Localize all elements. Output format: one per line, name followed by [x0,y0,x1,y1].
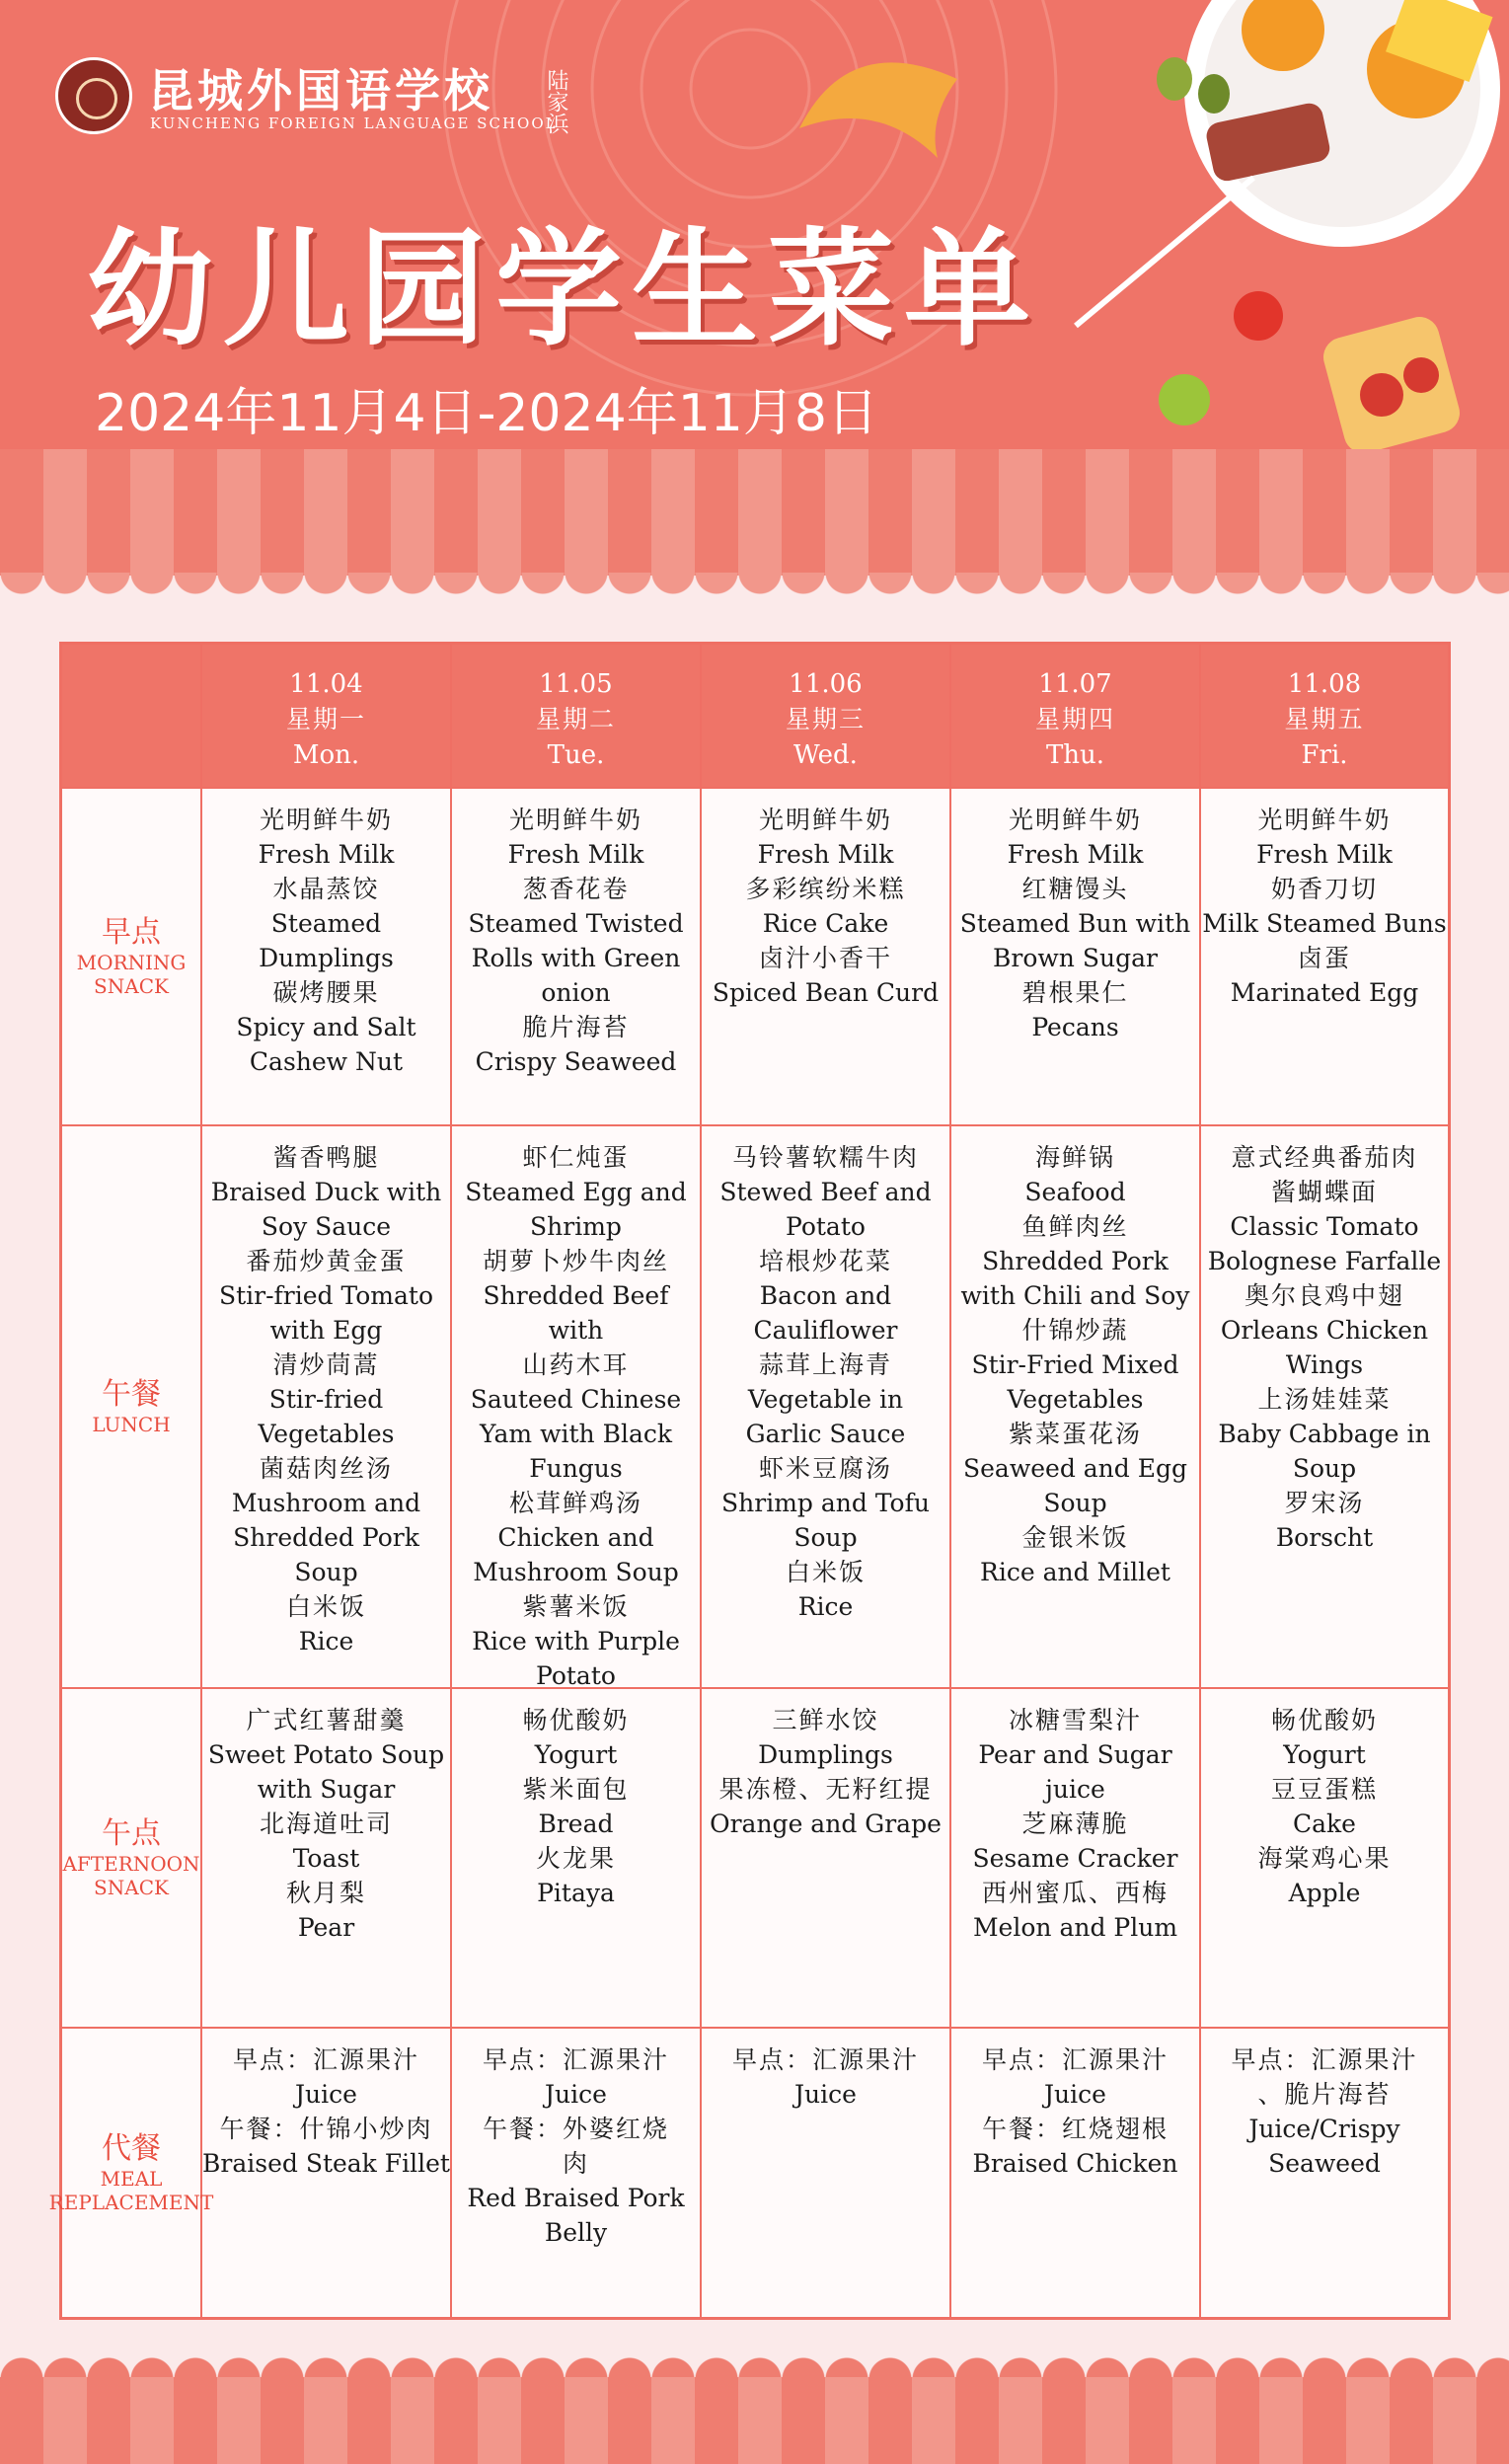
meal-label-cn: 午餐 [102,1377,161,1412]
menu-item: Braised Duck with [210,1178,442,1206]
meal-label [62,1689,202,2029]
menu-item: Fresh Milk [757,840,894,869]
menu-item: Stir-fried Tomato [218,1281,433,1310]
menu-item: Dumplings [259,944,394,972]
menu-item: Steamed Bun with [959,909,1191,938]
menu-item: 紫薯米饭 [522,1592,630,1621]
menu-item: Crispy Seaweed [475,1047,677,1076]
stripe-band [0,449,1509,576]
menu-item: Steamed [270,909,382,938]
menu-cell [1201,1126,1448,1689]
menu-item: Rice [298,1627,354,1656]
menu-item: Fresh Milk [1256,840,1393,869]
menu-item: 马铃薯软糯牛肉 [731,1143,919,1172]
day-date: 11.05 [539,669,613,699]
menu-cell [202,1126,452,1689]
day-en: Fri. [1301,740,1348,770]
page-title: 幼儿园学生菜单 [87,216,1041,363]
day-header [1201,645,1448,789]
menu-item: Fresh Milk [258,840,395,869]
scallop-edge [0,573,1509,596]
meal-label-en: LUNCH [92,1413,171,1436]
menu-item: 午餐：外婆红烧 [482,2115,669,2143]
day-date: 11.06 [789,669,863,699]
menu-item: with Sugar [257,1775,396,1804]
day-date: 11.04 [289,669,363,699]
menu-item: Apple [1288,1879,1361,1907]
menu-item: Stewed Beef and [719,1178,932,1206]
menu-item: 紫米面包 [522,1775,630,1804]
menu-item: 金银米饭 [1021,1523,1129,1552]
menu-item: Rice Cake [762,909,889,938]
menu-item: Rice and Millet [980,1558,1170,1586]
menu-item: 、脆片海苔 [1257,2080,1392,2109]
school-name-en: KUNCHENG FOREIGN LANGUAGE SCHOOL [150,115,558,132]
menu-item: Sesame Cracker [972,1844,1178,1873]
menu-item: 罗宋汤 [1284,1489,1365,1517]
menu-item: Braised Steak Fillet [202,2149,450,2178]
school-seal: 陆家浜 [544,69,568,134]
menu-item: with [548,1316,604,1345]
menu-item: Juice [1044,2080,1106,2109]
menu-cell [452,2029,702,2317]
menu-cell [452,1689,702,2029]
menu-item: 松茸鲜鸡汤 [508,1489,642,1517]
menu-item: 碳烤腰果 [272,978,380,1007]
menu-item: Bacon and [759,1281,892,1310]
bottom-scallop-edge [0,2355,1509,2379]
menu-item: Wings [1285,1350,1364,1379]
day-header [702,645,951,789]
menu-item: 午餐：什锦小炒肉 [219,2115,433,2143]
menu-item: Milk Steamed Buns [1202,909,1447,938]
menu-item: 广式红薯甜羹 [246,1706,407,1734]
menu-item: 畅优酸奶 [1270,1706,1378,1734]
day-date: 11.08 [1287,669,1362,699]
meal-label-en: SNACK [94,1876,169,1899]
menu-item: Fresh Milk [1007,840,1144,869]
menu-item: onion [541,978,611,1007]
menu-item: with Chili and Soy [960,1281,1190,1310]
menu-item: Juice/Crispy [1248,2115,1400,2143]
school-name-cn: 昆城外国语学校 [148,64,493,117]
menu-item: 奶香刀切 [1270,875,1378,903]
menu-cell [1201,2029,1448,2317]
menu-item: 虾米豆腐汤 [758,1454,892,1483]
menu-item: Baby Cabbage in [1218,1420,1431,1448]
meal-label [62,789,202,1126]
meal-label-cn: 代餐 [102,2131,161,2166]
menu-item: Soup [1292,1454,1357,1483]
menu-cell [202,1689,452,2029]
menu-cell [1201,1689,1448,2029]
menu-item: Spiced Bean Curd [712,978,940,1007]
menu-cell [202,2029,452,2317]
menu-cell [1201,789,1448,1126]
menu-item: Shrimp and Tofu [721,1489,930,1517]
menu-item: juice [1045,1775,1105,1804]
menu-item: Vegetables [1007,1385,1144,1414]
menu-item: 葱香花卷 [522,875,630,903]
menu-item: Mushroom Soup [473,1558,679,1586]
menu-item: Juice [794,2080,857,2109]
day-header [452,645,702,789]
menu-item: with Egg [269,1316,383,1345]
menu-item: 什锦炒蔬 [1021,1316,1129,1345]
menu-item: 胡萝卜炒牛肉丝 [482,1247,669,1275]
meal-label-en: MORNING [76,951,187,974]
meal-label-en: MEAL [100,2167,163,2191]
menu-item: 意式经典番茄肉 [1231,1143,1418,1172]
menu-cell [702,2029,951,2317]
menu-cell [951,2029,1201,2317]
menu-item: Bolognese Farfalle [1207,1247,1442,1275]
menu-item: Orleans Chicken [1220,1316,1429,1345]
menu-item: 早点：汇源果汁 [232,2045,419,2074]
menu-item: Yam with Black [479,1420,673,1448]
menu-item: 秋月梨 [285,1879,366,1907]
header-corner [62,645,202,789]
date-range: 2024年11月4日-2024年11月8日 [95,384,878,443]
menu-item: Garlic Sauce [745,1420,906,1448]
day-en: Wed. [793,740,858,770]
menu-item: 冰糖雪梨汁 [1008,1706,1142,1734]
menu-item: Chicken and [497,1523,654,1552]
menu-cell [702,1689,951,2029]
menu-item: 红糖馒头 [1021,875,1129,903]
menu-item: 紫菜蛋花汤 [1008,1420,1142,1448]
menu-item: Yogurt [1283,1740,1366,1769]
menu-item: Steamed Egg and [465,1178,687,1206]
menu-item: 早点：汇源果汁 [1231,2045,1418,2074]
menu-item: Vegetable in [747,1385,904,1414]
meal-label-en: REPLACEMENT [48,2191,214,2214]
menu-item: Potato [786,1212,866,1241]
menu-cell [452,1126,702,1689]
menu-cell [452,789,702,1126]
menu-item: 果冻橙、无籽红提 [718,1775,933,1804]
menu-item: Classic Tomato [1230,1212,1419,1241]
food-illustration-icon [1046,0,1509,454]
menu-item: Soup [793,1523,858,1552]
menu-item: 芝麻薄脆 [1021,1810,1129,1838]
menu-table [48,642,1451,2320]
menu-item: Vegetables [258,1420,395,1448]
menu-item: Cauliflower [753,1316,898,1345]
menu-item: 北海道吐司 [259,1810,393,1838]
menu-item: Bread [538,1810,614,1838]
menu-item: 豆豆蛋糕 [1270,1775,1378,1804]
menu-item: 培根炒花菜 [758,1247,892,1275]
school-logo-icon [55,57,132,134]
menu-item: Soup [294,1558,358,1586]
menu-item: 水晶蒸饺 [272,875,380,903]
menu-item: Pear and Sugar [978,1740,1172,1769]
menu-item: Cake [1293,1810,1356,1838]
menu-item: Cashew Nut [249,1047,404,1076]
menu-item: 光明鲜牛奶 [1008,806,1142,834]
menu-item: 脆片海苔 [522,1013,630,1041]
menu-item: Stir-fried [268,1385,384,1414]
menu-item: 早点：汇源果汁 [482,2045,669,2074]
meal-label-cn: 早点 [102,915,161,950]
menu-item: 虾仁炖蛋 [522,1143,630,1172]
menu-item: Toast [292,1844,360,1873]
menu-item: 西州蜜瓜、西梅 [981,1879,1169,1907]
menu-item: 光明鲜牛奶 [758,806,892,834]
menu-item: 肉 [562,2149,589,2178]
menu-item: Marinated Egg [1230,978,1419,1007]
menu-item: 上汤娃娃菜 [1257,1385,1392,1414]
menu-item: Pitaya [537,1879,615,1907]
menu-item: Juice [295,2080,357,2109]
menu-item: Orange and Grape [710,1810,942,1838]
menu-item: 碧根果仁 [1021,978,1129,1007]
day-cn: 星期三 [785,705,866,733]
menu-item: 菌菇肉丝汤 [259,1454,393,1483]
menu-item: 山药木耳 [522,1350,630,1379]
menu-item: 白米饭 [785,1558,866,1586]
bottom-stripe-band [0,2377,1509,2464]
menu-item: 卤汁小香干 [758,944,892,972]
menu-item: Spicy and Salt [236,1013,416,1041]
menu-item: 蒜茸上海青 [758,1350,892,1379]
menu-item: 番茄炒黄金蛋 [246,1247,407,1275]
menu-item: Sweet Potato Soup [207,1740,445,1769]
meal-label-en: SNACK [94,974,169,998]
menu-item: Pecans [1031,1013,1119,1041]
menu-item: Fungus [529,1454,623,1483]
menu-item: 清炒茼蒿 [272,1350,380,1379]
menu-item: 卤蛋 [1297,944,1351,972]
menu-item: Soup [1043,1489,1107,1517]
day-en: Thu. [1045,740,1105,770]
menu-item: 光明鲜牛奶 [508,806,642,834]
menu-item: Shrimp [530,1212,622,1241]
menu-item: Borscht [1275,1523,1374,1552]
day-cn: 星期五 [1284,705,1365,733]
menu-item: Braised Chicken [972,2149,1178,2178]
menu-cell [702,1126,951,1689]
menu-item: Steamed Twisted [468,909,684,938]
menu-item: Rice [797,1592,854,1621]
menu-item: 光明鲜牛奶 [259,806,393,834]
meal-label-cn: 午点 [102,1816,161,1851]
day-en: Tue. [547,740,605,770]
menu-item: Belly [544,2218,608,2247]
day-date: 11.07 [1038,669,1112,699]
menu-item: Melon and Plum [972,1913,1178,1942]
menu-item: Dumplings [758,1740,893,1769]
day-cn: 星期一 [285,705,366,733]
menu-item: Rolls with Green [471,944,681,972]
menu-item: Juice [545,2080,607,2109]
menu-item: Sauteed Chinese [470,1385,682,1414]
menu-item: Fresh Milk [507,840,644,869]
day-en: Mon. [292,740,360,770]
menu-item: Potato [536,1661,616,1690]
menu-item: Rice with Purple [472,1627,680,1656]
menu-item: 奥尔良鸡中翅 [1244,1281,1404,1310]
menu-item: Red Braised Pork [467,2184,685,2212]
menu-item: 光明鲜牛奶 [1257,806,1392,834]
day-cn: 星期四 [1034,705,1115,733]
menu-cell [951,789,1201,1126]
menu-item: 鱼鲜肉丝 [1021,1212,1129,1241]
menu-item: Stir-Fried Mixed [971,1350,1179,1379]
menu-cell [702,789,951,1126]
meal-label-en: AFTERNOON [62,1852,200,1876]
menu-item: Pear [297,1913,355,1942]
menu-cell [951,1689,1201,2029]
menu-item: 海棠鸡心果 [1257,1844,1392,1873]
day-header [202,645,452,789]
menu-item: 三鲜水饺 [772,1706,879,1734]
menu-item: 畅优酸奶 [522,1706,630,1734]
menu-item: Soy Sauce [261,1212,392,1241]
day-header [951,645,1201,789]
menu-item: 早点：汇源果汁 [981,2045,1169,2074]
menu-item: 午餐：红烧翅根 [981,2115,1169,2143]
menu-item: 酱蝴蝶面 [1270,1178,1378,1206]
menu-item: 早点：汇源果汁 [731,2045,919,2074]
header-banner [0,0,1509,454]
meal-label [48,2029,214,2317]
menu-item: 火龙果 [535,1844,616,1873]
meal-label [62,1126,202,1689]
menu-item: Brown Sugar [993,944,1158,972]
menu-item: Shredded Pork [233,1523,419,1552]
menu-item: 多彩缤纷米糕 [745,875,906,903]
day-cn: 星期二 [535,705,616,733]
menu-cell [202,789,452,1126]
menu-item: Seaweed [1268,2149,1381,2178]
croissant-icon [790,39,967,168]
menu-item: 白米饭 [285,1592,366,1621]
menu-item: 海鲜锅 [1034,1143,1115,1172]
menu-item: Shredded Beef [483,1281,669,1310]
menu-item: Shredded Pork [982,1247,1169,1275]
menu-item: Seafood [1024,1178,1126,1206]
menu-item: 酱香鸭腿 [272,1143,380,1172]
menu-item: Seaweed and Egg [963,1454,1187,1483]
menu-item: Yogurt [534,1740,618,1769]
menu-item: Mushroom and [231,1489,421,1517]
menu-cell [951,1126,1201,1689]
